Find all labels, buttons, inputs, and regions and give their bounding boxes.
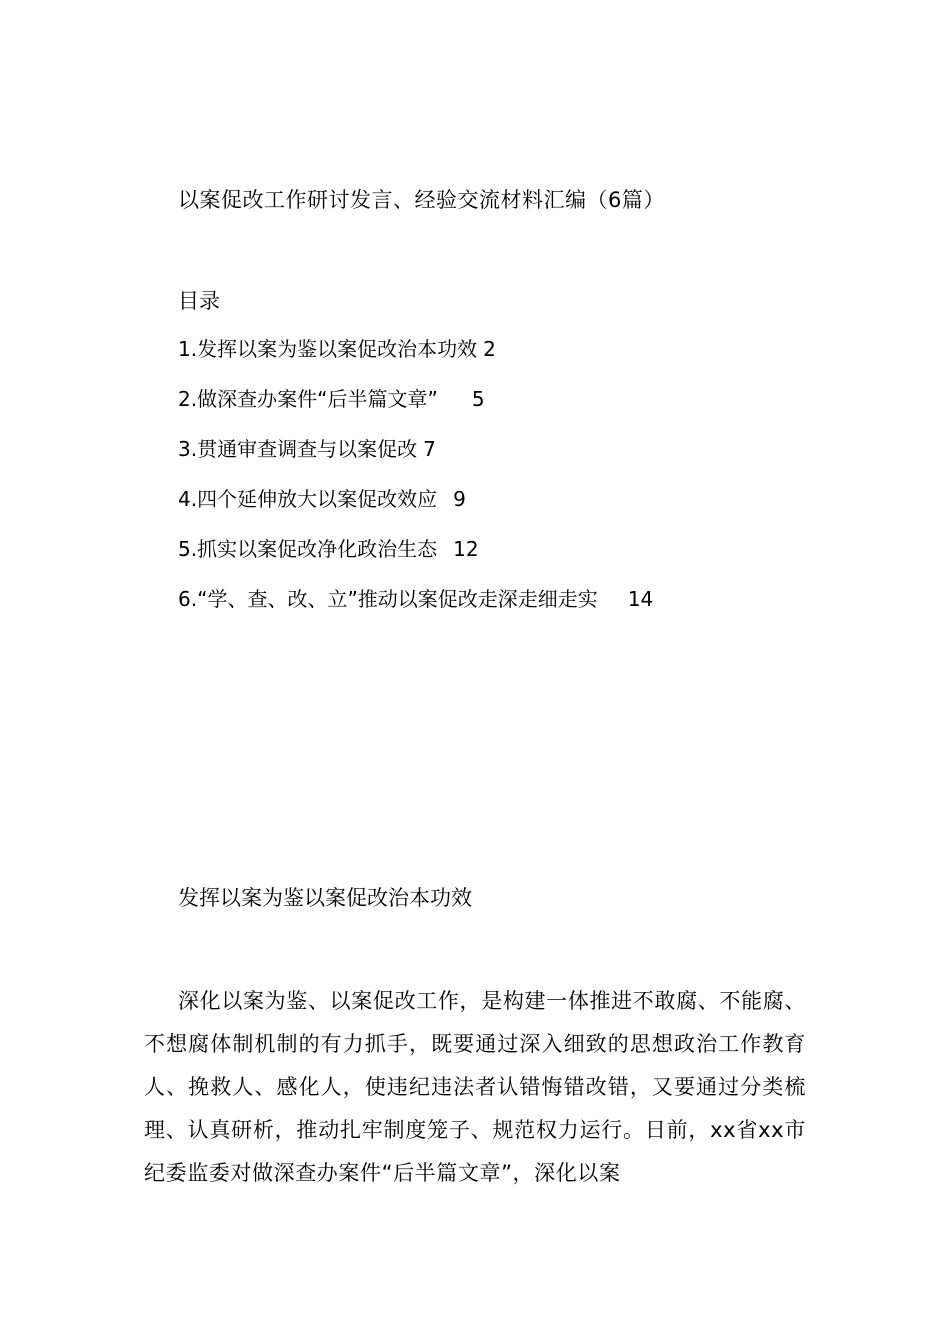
toc-item-4[interactable] — [178, 484, 653, 534]
toc-item-6[interactable] — [178, 584, 653, 634]
toc-item-3[interactable] — [178, 434, 653, 484]
toc-item-label: 4.四个延伸放大以案促改效应 — [178, 487, 438, 511]
toc-item-page: 5 — [471, 387, 485, 411]
toc-item-page: 14 — [627, 587, 654, 611]
section-heading: 发挥以案为鉴以案促改治本功效 — [178, 886, 472, 910]
toc-item-label: 1.发挥以案为鉴以案促改治本功效 — [178, 337, 478, 361]
toc-item-label: 5.抓实以案促改净化政治生态 — [178, 537, 438, 561]
toc-item-5[interactable] — [178, 534, 653, 584]
toc-item-page: 9 — [453, 487, 466, 511]
toc-item-page: 12 — [453, 537, 479, 561]
table-of-contents — [178, 334, 653, 634]
toc-item-label: 2.做深查办案件“后半篇文章” — [178, 387, 438, 411]
toc-item-page: 2 — [483, 337, 496, 361]
body-paragraph: 深化以案为鉴、以案促改工作，是构建一体推进不敢腐、不能腐、不想腐体制机制的有力抓手，既要通过深入细致的思想政治工作教育人、挽救人、感化人，使违纪违法者认错悔错改错，又要通过分类梳理、认真研析，推动扎牢制度笼子、规范权力运行。日前，xx省xx市纪委监委对做深查办案件“后半篇文章”，深化以案 — [144, 989, 806, 1185]
document-title: 以案促改工作研讨发言、经验交流材料汇编（6篇） — [178, 188, 665, 212]
toc-item-label: 6.“学、查、改、立”推动以案促改走深走细走实 — [178, 587, 598, 611]
toc-item-label: 3.贯通审查调查与以案促改 — [178, 437, 418, 461]
toc-item-2[interactable] — [178, 384, 653, 434]
toc-item-page: 7 — [423, 437, 436, 461]
toc-item-1[interactable] — [178, 334, 653, 384]
toc-heading: 目录 — [178, 289, 220, 313]
